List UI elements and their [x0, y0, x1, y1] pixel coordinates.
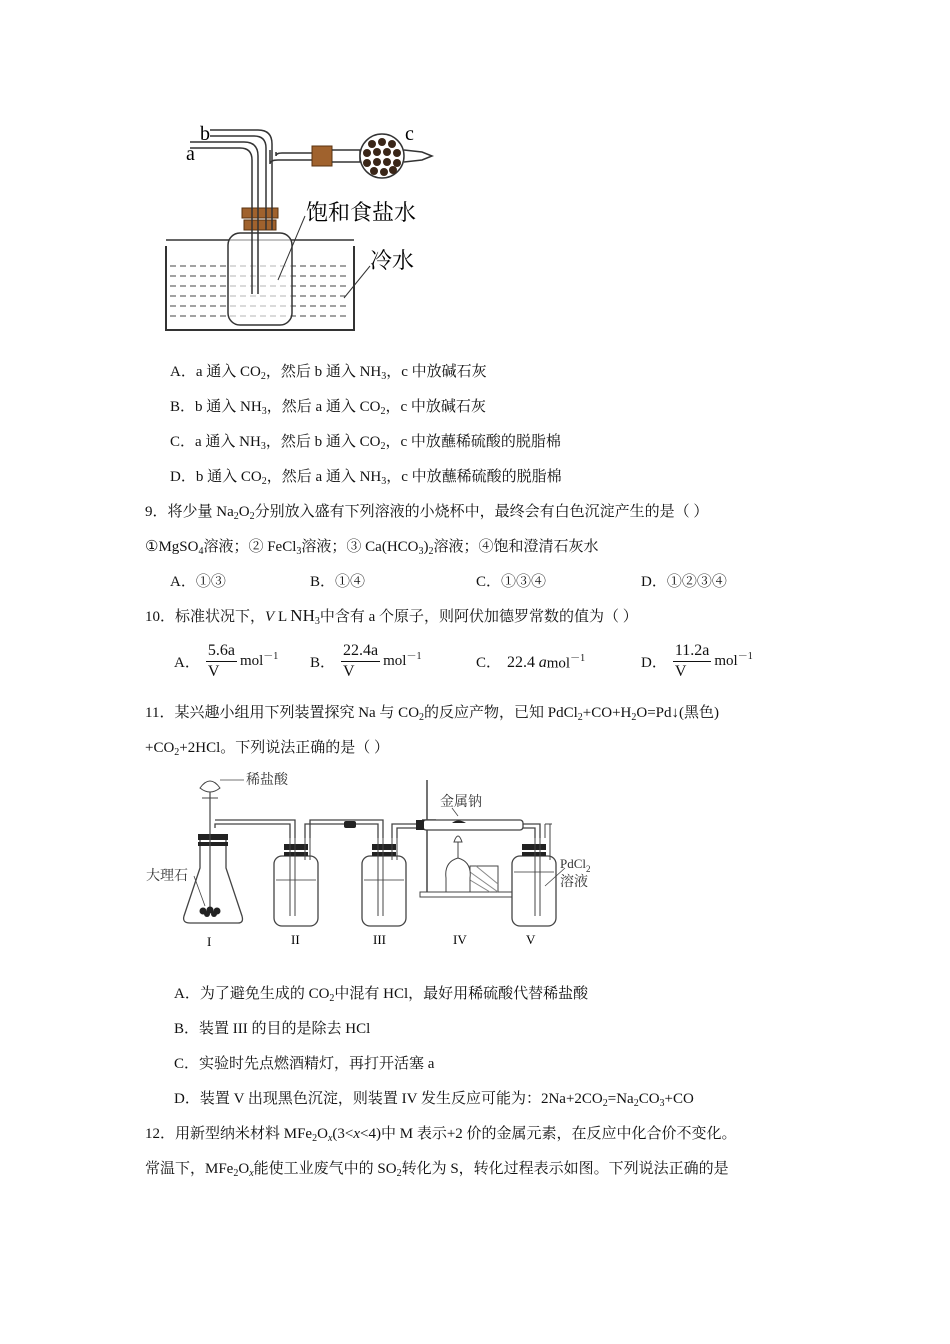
q11-option-c[interactable]: C．实验时先点燃酒精灯，再打开活塞 a: [174, 1056, 435, 1072]
label-II: II: [291, 932, 300, 947]
q9-option-c[interactable]: C．①③④: [476, 574, 547, 590]
q11-option-d[interactable]: D．装置 V 出现黑色沉淀，则装置 IV 发生反应可能为：$2Na+2CO_2=Na_2CO_3+CO$: [174, 1091, 694, 1109]
label-coldwater: 冷水: [370, 248, 415, 273]
q10-option-d[interactable]: D． $\frac{11.2a}{V}$ mol$^{-1}$: [641, 642, 753, 680]
label-b: b: [200, 123, 210, 145]
q11-option-b[interactable]: B．装置 III 的目的是除去 HCl: [174, 1021, 371, 1037]
label-solution: 溶液: [560, 875, 588, 890]
q9-option-d[interactable]: D．①②③④: [641, 574, 727, 590]
label-I: I: [207, 934, 212, 949]
label-marble: 大理石: [146, 869, 188, 884]
q10-option-c[interactable]: C． 22.4 amol$^{-1}$: [476, 653, 586, 672]
q12-stem-line1: 12．用新型纳米材料 $MFe_2O_x(3<x<4)$中 M 表示+2 价的金属元素，在反应中化合价不变化。: [145, 1126, 737, 1144]
label-brine: 饱和食盐水: [306, 200, 417, 225]
label-pdcl2: PdCl$_2$: [560, 856, 591, 874]
q8-option-b[interactable]: B．b 通入 $NH_3$，然后 a 通入 $CO_2$，c 中放碱石灰: [170, 399, 486, 417]
q9-option-b[interactable]: B．①④: [310, 574, 366, 590]
q12-stem-line2: 常温下，$MFe_2O_x$能使工业废气中的 $SO_2$转化为 S，转化过程表示如图。下列说法正确的是: [145, 1161, 729, 1179]
q9-option-a[interactable]: A．①③: [170, 574, 226, 590]
q10-option-a[interactable]: A． $\frac{5.6a}{V}$ mol$^{-1}$: [174, 642, 279, 680]
q11-option-a[interactable]: A．为了避免生成的 $CO_2$中混有 HCl，最好用稀硫酸代替稀盐酸: [174, 986, 589, 1004]
q8-option-d[interactable]: D．b 通入 $CO_2$，然后 a 通入 $NH_3$，c 中放蘸稀硫酸的脱脂棉: [170, 469, 562, 487]
apparatus-figure-2: [140, 768, 610, 954]
q8-option-a[interactable]: A．a 通入 $CO_2$，然后 b 通入 $NH_3$，c 中放碱石灰: [170, 364, 487, 382]
label-V: V: [526, 932, 536, 947]
label-sodium: 金属钠: [440, 795, 482, 810]
label-III: III: [373, 932, 386, 947]
q9-list: ①MgSO$_4$溶液；② FeCl$_3$溶液；③ $Ca(HCO_3)_2$溶液；④饱和澄清石灰水: [145, 539, 599, 557]
label-IV: IV: [453, 932, 467, 947]
label-c: c: [405, 123, 414, 145]
q11-stem-line2: $+CO_2+2HCl$。下列说法正确的是（ ）: [145, 740, 390, 758]
q10-option-b[interactable]: B． $\frac{22.4a}{V}$ mol$^{-1}$: [310, 642, 422, 680]
apparatus-figure-1: [160, 118, 460, 340]
q10-stem: 10．标准状况下，V L $NH_3$中含有 a 个原子，则阿伏加德罗常数的值为（ ）: [145, 606, 638, 627]
q8-option-c[interactable]: C．a 通入 $NH_3$，然后 b 通入 $CO_2$，c 中放蘸稀硫酸的脱脂棉: [170, 434, 561, 452]
label-hcl: 稀盐酸: [246, 773, 288, 788]
q11-stem-line1: 11．某兴趣小组用下列装置探究 Na 与 $CO_2$的反应产物，已知 $PdCl_2+CO+H_2O=Pd↓$(黑色): [145, 705, 720, 723]
q9-stem: 9．将少量 $Na_2O_2$分别放入盛有下列溶液的小烧杯中，最终会有白色沉淀产生的是（ ）: [145, 504, 709, 522]
label-a: a: [186, 143, 195, 165]
